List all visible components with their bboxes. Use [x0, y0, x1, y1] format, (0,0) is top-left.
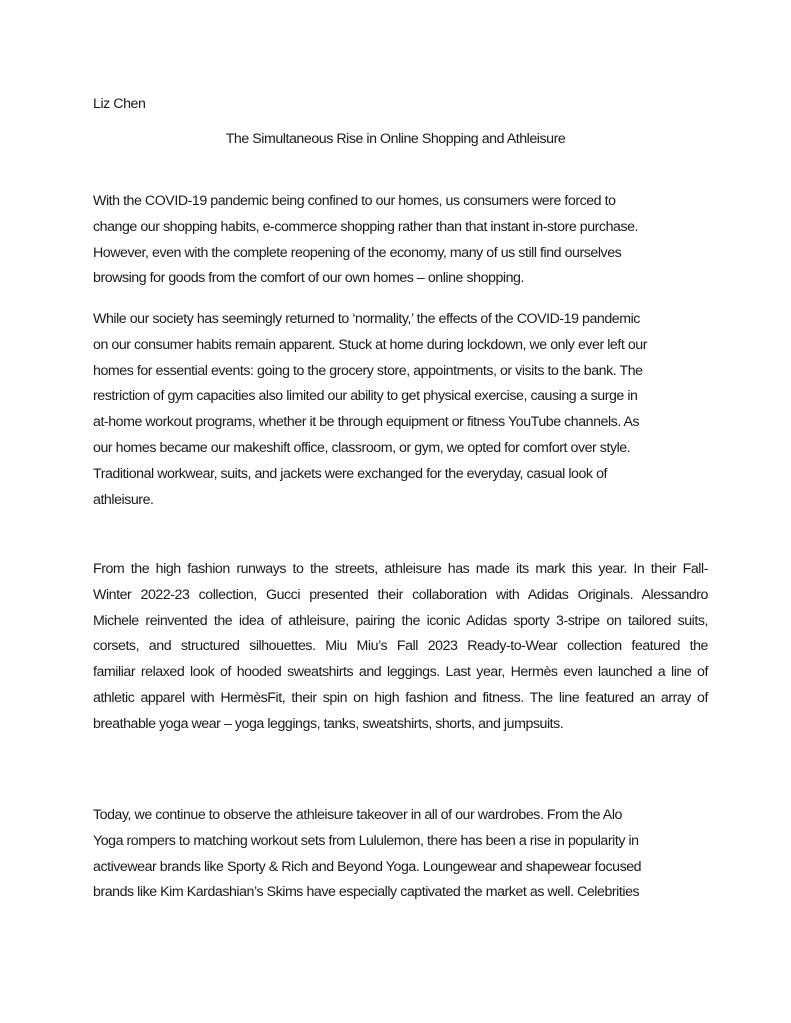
author-name: Liz Chen [93, 96, 146, 112]
text-line: brands like Kim Kardashian’s Skims have especially captivated the market as well. Celebrities [93, 884, 640, 901]
text-line: From the high fashion runways to the streets, athleisure has made its mark this year. In their Fall- [93, 561, 708, 577]
paragraph-4 [93, 803, 708, 906]
text-line: at-home workout programs, whether it be through equipment or fitness YouTube channels. As [93, 414, 640, 431]
paragraph-3 [93, 557, 708, 738]
text-line: breathable yoga wear – yoga leggings, tanks, sweatshirts, shorts, and jumpsuits. [93, 715, 564, 732]
text-line: While our society has seemingly returned to ‘normality,’ the effects of the COVID-19 pandemic [93, 311, 640, 327]
text-line: With the COVID-19 pandemic being confined to our homes, us consumers were forced to [93, 193, 616, 209]
text-line: However, even with the complete reopening of the economy, many of us still find ourselves [93, 244, 622, 261]
text-line: our homes became our makeshift office, classroom, or gym, we opted for comfort over style. [93, 439, 631, 456]
text-line: Michele reinvented the idea of athleisure, pairing the iconic Adidas sporty 3-stripe on tailored suits, [93, 612, 708, 629]
text-line: restriction of gym capacities also limited our ability to get physical exercise, causing a surge in [93, 388, 638, 405]
text-line: familiar relaxed look of hooded sweatshirts and leggings. Last year, Hermès even launched a line of [93, 664, 708, 681]
text-line: homes for essential events: going to the grocery store, appointments, or visits to the bank. The [93, 362, 643, 379]
text-line: on our consumer habits remain apparent. Stuck at home during lockdown, we only ever left our [93, 336, 648, 353]
paragraph-1 [93, 189, 708, 292]
paragraph-2 [93, 307, 708, 513]
text-line: Yoga rompers to matching workout sets from Lululemon, there has been a rise in popularity in [93, 832, 639, 849]
text-line: Winter 2022-23 collection, Gucci presented their collaboration with Adidas Originals. Alessandro [93, 586, 708, 603]
text-line: activewear brands like Sporty & Rich and Beyond Yoga. Loungewear and shapewear focused [93, 858, 642, 875]
text-line: browsing for goods from the comfort of our own homes – online shopping. [93, 270, 524, 287]
text-line: change our shopping habits, e-commerce shopping rather than that instant in-store purchase. [93, 218, 639, 235]
text-line: corsets, and structured silhouettes. Miu Miu’s Fall 2023 Ready-to-Wear collection featured the [93, 638, 708, 655]
document-title: The Simultaneous Rise in Online Shopping and Athleisure [225, 131, 566, 147]
text-line: Today, we continue to observe the athleisure takeover in all of our wardrobes. From the Alo [93, 807, 622, 823]
text-line: athletic apparel with HermèsFit, their spin on high fashion and fitness. The line featured an array of [93, 689, 708, 706]
text-line: Traditional workwear, suits, and jackets were exchanged for the everyday, casual look of [93, 465, 607, 482]
text-line: athleisure. [93, 491, 154, 508]
